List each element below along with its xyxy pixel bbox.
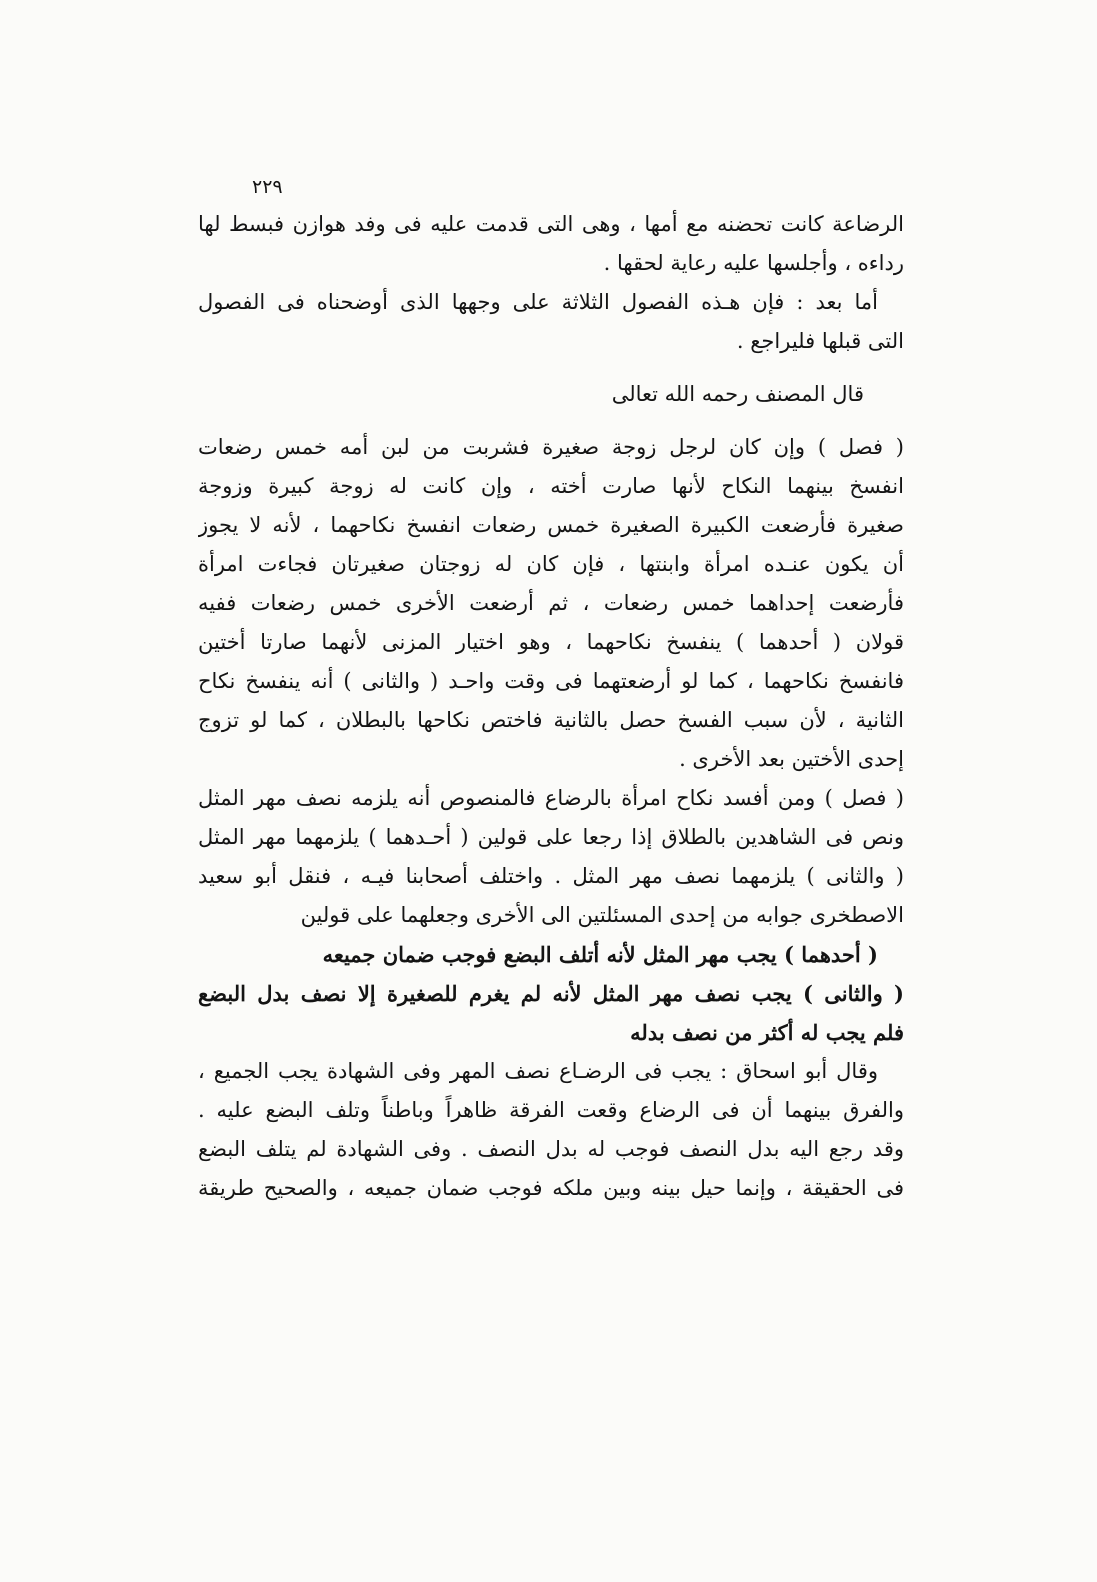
text-line: إحدى الأختين بعد الأخرى . <box>679 747 904 771</box>
text-line: صغيرة فأرضعت الكبيرة الصغيرة خمس رضعات انفسخ نكاحهما ، لأنه لا يجوز <box>198 513 904 537</box>
text-line: ( أحدهما ) يجب مهر المثل لأنه أتلف البضع فوجب ضمان جميعه <box>322 942 878 967</box>
text-line: أن يكون عنـده امرأة وابنتها ، فإن كان له زوجتان صغيرتان فجاءت امرأة <box>198 552 904 576</box>
page-body <box>198 205 904 1208</box>
page-number: ٢٢٩ <box>252 176 283 198</box>
paragraph-fasl-2 <box>198 779 904 935</box>
paragraph-abu-ishaq <box>198 1052 904 1208</box>
text-line: الاصطخرى جوابه من إحدى المسئلتين الى الأخرى وجعلهما على قولين <box>300 903 904 927</box>
text-line: وقال أبو اسحاق : يجب فى الرضـاع نصف المهر وفى الشهادة يجب الجميع ، <box>198 1059 878 1083</box>
text-line: ونص فى الشاهدين بالطلاق إذا رجعا على قولين ( أحـدهما ) يلزمهما مهر المثل <box>198 825 904 849</box>
paragraph-first-opinion <box>198 935 904 974</box>
text-line: وقد رجع اليه بدل النصف فوجب له بدل النصف . وفى الشهادة لم يتلف البضع <box>198 1137 904 1161</box>
text-line: ( والثانى ) يجب نصف مهر المثل لأنه لم يغرم للصغيرة إلا نصف بدل البضع <box>198 981 904 1006</box>
paragraph-second-opinion <box>198 974 904 1052</box>
paragraph-intro <box>198 283 904 361</box>
text-line: رداءه ، وأجلسها عليه رعاية لحقها . <box>603 251 904 275</box>
text-line: فأرضعت إحداهما خمس رضعات ، ثم أرضعت الأخرى خمس رضعات ففيه <box>198 591 904 615</box>
paragraph-continuation <box>198 205 904 283</box>
text-line: التى قبلها فليراجع . <box>736 329 904 353</box>
text-line: فلم يجب له أكثر من نصف بدله <box>630 1020 904 1045</box>
text-line: قولان ( أحدهما ) ينفسخ نكاحهما ، وهو اختيار المزنى لأنهما صارتا أختين <box>198 630 904 654</box>
text-line: ( فصل ) ومن أفسد نكاح امرأة بالرضاع فالمنصوص أنه يلزمه نصف مهر المثل <box>198 786 904 810</box>
text-line: ( والثانى ) يلزمهما نصف مهر المثل . واختلف أصحابنا فيـه ، فنقل أبو سعيد <box>198 864 904 888</box>
text-line: أما بعد : فإن هـذه الفصول الثلاثة على وجهها الذى أوضحناه فى الفصول <box>198 290 878 314</box>
paragraph-gap <box>198 414 904 428</box>
text-line: والفرق بينهما أن فى الرضاع وقعت الفرقة ظاهراً وباطناً وتلف البضع عليه . <box>198 1098 904 1122</box>
paragraph-fasl-1 <box>198 428 904 779</box>
text-line: الرضاعة كانت تحضنه مع أمها ، وهى التى قدمت عليه فى وفد هوازن فبسط لها <box>198 212 904 236</box>
text-line: انفسخ بينهما النكاح لأنها صارت أخته ، وإن كانت له زوجة كبيرة وزوجة <box>198 474 904 498</box>
text-line: قال المصنف رحمه الله تعالى <box>611 382 864 406</box>
paragraph-gap <box>198 361 904 375</box>
author-heading <box>198 375 904 414</box>
text-line: الثانية ، لأن سبب الفسخ حصل بالثانية فاختص نكاحها بالبطلان ، كما لو تزوج <box>198 708 904 732</box>
text-line: فى الحقيقة ، وإنما حيل بينه وبين ملكه فوجب ضمان جميعه ، والصحيح طريقة <box>198 1176 904 1200</box>
text-line: فانفسخ نكاحهما ، كما لو أرضعتهما فى وقت واحـد ( والثانى ) أنه ينفسخ نكاح <box>198 669 904 693</box>
text-line: ( فصل ) وإن كان لرجل زوجة صغيرة فشربت من لبن أمه خمس رضعات <box>198 435 904 459</box>
